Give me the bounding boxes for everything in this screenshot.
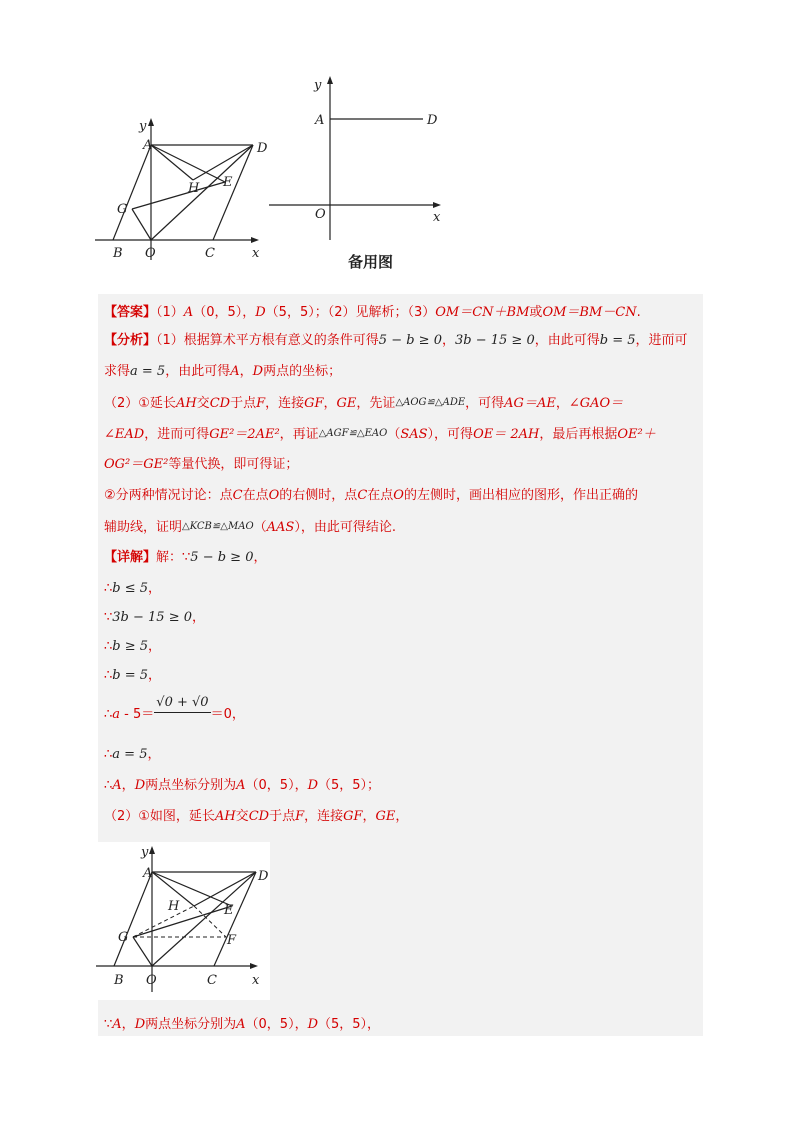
analysis-line-4: ∠EAD，进而可得GE²＝2AE²，再证△AGF≌△EAO（SAS），可得OE＝ 2AH，最后再根据OE²＋ — [104, 427, 656, 442]
analysis-line-6: ②分两种情况讨论：点C在点O的右侧时，点C在点O的左侧时，画出相应的图形，作出正确的 — [104, 488, 638, 503]
label-O: O — [146, 973, 157, 988]
label-x: x — [252, 973, 260, 988]
label-G: G — [117, 202, 128, 217]
label-H: H — [188, 181, 200, 196]
detail-line-5: ∴b = 5， — [104, 668, 162, 683]
answer-line: 【答案】（1）A（0，5），D（5，5）；（2）见解析；（3）OM＝CN＋BM或OM＝BM－CN. — [104, 305, 641, 320]
label-H: H — [168, 899, 180, 914]
detail-line-1: 【详解】解：∵5 − b ≥ 0， — [104, 550, 267, 565]
label-A: A — [143, 138, 153, 153]
detail-line-2: ∴b ≤ 5， — [104, 581, 162, 596]
label-y: y — [314, 78, 322, 93]
label-B: B — [113, 246, 123, 261]
figure-caption: 备用图 — [348, 253, 394, 271]
label-O: O — [145, 246, 156, 261]
label-y: y — [139, 119, 147, 134]
analysis-line-3: （2）①延长AH交CD于点F，连接GF，GE，先证△AOG≌△ADE，可得AG＝AE，∠GAO＝ — [104, 396, 624, 411]
label-D: D — [257, 141, 268, 156]
figure-construction — [96, 842, 270, 1000]
label-D: D — [258, 869, 269, 884]
label-x: x — [252, 246, 260, 261]
detail-line-3: ∵3b − 15 ≥ 0， — [104, 610, 206, 625]
figure-construction-svg — [96, 842, 270, 1000]
label-F: F — [227, 933, 237, 948]
label-G: G — [118, 930, 129, 945]
figure-backup — [265, 72, 455, 247]
analysis-line-5: OG²＝GE²等量代换，即可得证； — [104, 457, 299, 472]
detail-line-4: ∴b ≥ 5， — [104, 639, 162, 654]
label-x: x — [433, 210, 441, 225]
sqrt-fraction: √0 + √0 — [154, 694, 210, 721]
detail-line-7: ∴a = 5， — [104, 747, 161, 762]
label-y: y — [141, 845, 149, 860]
figure-backup-svg — [265, 72, 455, 247]
analysis-line-1: 【分析】（1）根据算术平方根有意义的条件可得5 − b ≥ 0，3b − 15 ≥ 0，由此可得b = 5，进而可 — [104, 333, 688, 348]
label-E: E — [223, 175, 233, 190]
label-E: E — [224, 903, 234, 918]
label-A: A — [143, 866, 153, 881]
label-O: O — [315, 207, 326, 222]
detail-line-10: ∵A，D两点坐标分别为A（0，5），D（5，5）， — [104, 1017, 381, 1032]
detail-line-6: ∴a - 5＝ √0 + √0 ＝0， — [104, 695, 245, 722]
label-D: D — [427, 113, 438, 128]
label-A: A — [315, 113, 325, 128]
analysis-line-7: 辅助线，证明△KCB≌△MAO（AAS），由此可得结论. — [104, 520, 396, 535]
label-C: C — [207, 973, 217, 988]
figure-parallelogram-svg — [95, 112, 270, 262]
label-B: B — [114, 973, 124, 988]
detail-line-9: （2）①如图，延长AH交CD于点F，连接GF，GE， — [104, 809, 409, 824]
label-C: C — [205, 246, 215, 261]
figure-parallelogram — [95, 112, 270, 262]
detail-line-8: ∴A，D两点坐标分别为A（0，5），D（5，5）； — [104, 778, 381, 793]
analysis-line-2: 求得a = 5，由此可得A，D两点的坐标； — [104, 364, 342, 379]
